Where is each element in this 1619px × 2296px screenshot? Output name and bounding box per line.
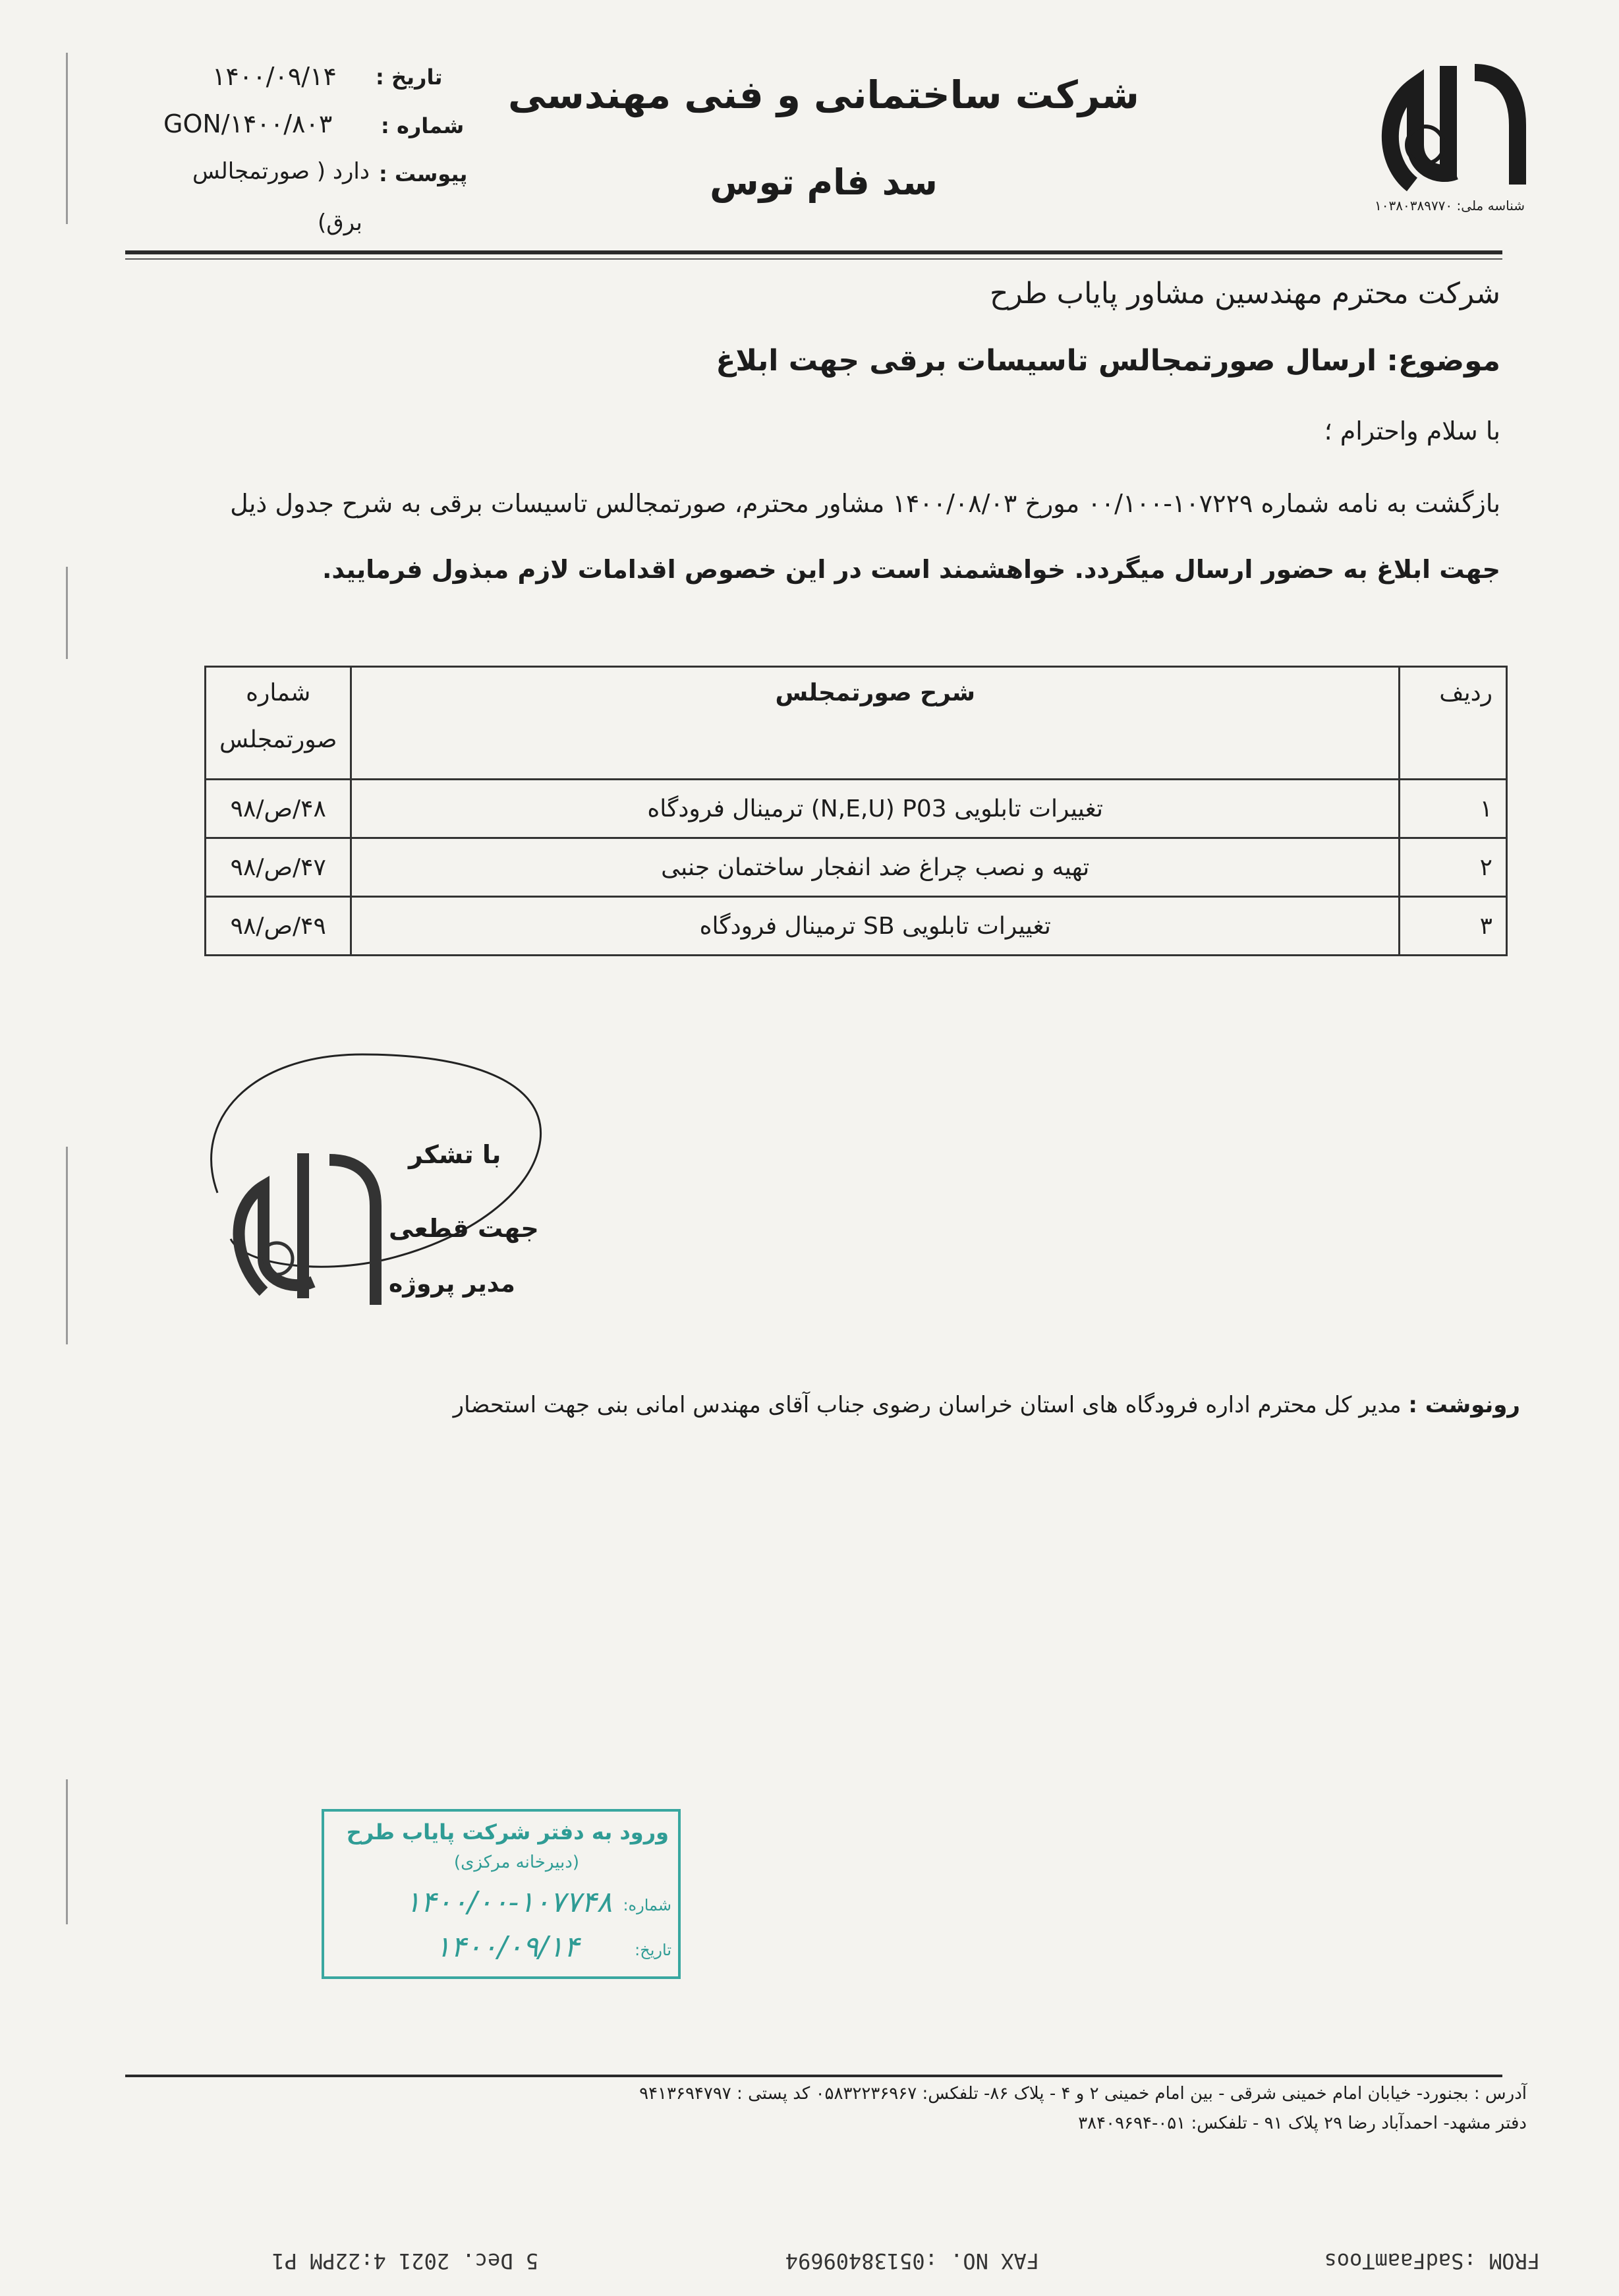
- fax-date: 5 Dec. 2021 4:22PM P1: [271, 2249, 538, 2274]
- signature-line2: جهت قطعی: [389, 1214, 539, 1243]
- company-logo: [1376, 46, 1534, 204]
- header-record-number-line1: شماره: [246, 679, 311, 706]
- subject: موضوع: ارسال صورتمجالس تاسیسات برقی جهت ابلاغ: [716, 344, 1500, 378]
- scan-edge-mark: [66, 1147, 68, 1344]
- stamp-number-label: شماره:: [623, 1896, 671, 1914]
- signature-block: [191, 1041, 573, 1351]
- row-record-number: ۴۹/ص/۹۸: [206, 897, 351, 956]
- footer-address-line2: دفتر مشهد- احمدآباد رضا ۲۹ پلاک ۹۱ - تلفکس: ۰۵۱-۳۸۴۰۹۶۹۴: [1078, 2113, 1527, 2133]
- row-description: تغییرات تابلویی N,E,U) P03) ترمینال فرودگاه: [351, 780, 1400, 838]
- greeting: با سلام واحترام ؛: [1324, 416, 1500, 445]
- cc-text: مدیر کل محترم اداره فرودگاه های استان خراسان رضوی جناب آقای مهندس امانی بنی جهت استحضار: [453, 1392, 1402, 1418]
- stamp-number-value: ۱۴۰۰/۰۰-۱۰۷۷۴۸: [405, 1885, 612, 1919]
- row-record-number: ۴۷/ص/۹۸: [206, 838, 351, 897]
- footer-address-line1: آدرس : بجنورد- خیابان امام خمینی شرقی - بین امام خمینی ۲ و ۴ - پلاک ۸۶- تلفکس: ۰۵۸۳۲۲۳۶۹۶۷ کد پستی : ۹۴۱۳۶۹۴۷۹۷: [639, 2084, 1527, 2104]
- cc-label: رونوشت :: [1408, 1392, 1520, 1418]
- signature-line3: مدیر پروژه: [389, 1271, 515, 1298]
- body-paragraph-line2: جهت ابلاغ به حضور ارسال میگردد. خواهشمند است در این خصوص اقدامات لازم مبذول فرمایید.: [322, 555, 1500, 584]
- signature-scribble: [191, 1041, 573, 1351]
- company-subname: سد فام توس: [710, 161, 938, 203]
- logo-caption: شناسه ملی: ۱۰۳۸۰۳۸۹۷۷۰: [1375, 198, 1525, 214]
- table-row: [206, 897, 1507, 956]
- stamp-title: ورود به دفتر شرکت پایاب طرح: [346, 1820, 669, 1845]
- row-number: ۳: [1400, 897, 1507, 956]
- stamp-date-label: تاریخ:: [635, 1941, 671, 1959]
- attachment-value-cont: برق): [318, 210, 362, 236]
- fax-from: FROM :SadFaamToos: [1324, 2249, 1540, 2274]
- row-number: ۱: [1400, 780, 1507, 838]
- row-number: ۲: [1400, 838, 1507, 897]
- recipient: شرکت محترم مهندسین مشاور پایاب طرح: [989, 277, 1500, 310]
- signature-line1: با تشکر: [409, 1140, 501, 1169]
- row-record-number: ۴۸/ص/۹۸: [206, 780, 351, 838]
- scan-edge-mark: [66, 567, 68, 659]
- stamp-subtitle: (دبیرخانه مرکزی): [453, 1852, 579, 1872]
- header-record-number-line2: صورتمجلس: [219, 726, 337, 753]
- table-row: [206, 780, 1507, 838]
- attachment-value: دارد ( صورتمجالس: [192, 158, 370, 185]
- scan-edge-mark: [66, 1779, 68, 1924]
- received-stamp: [322, 1809, 681, 1979]
- attachment-label: پیوست :: [379, 161, 468, 187]
- stamp-date-value: ۱۴۰۰/۰۹/۱۴: [435, 1930, 579, 1964]
- number-value: GON/۱۴۰۰/۸۰۳: [163, 109, 333, 138]
- fax-number: FAX NO. :05138409694: [785, 2249, 1039, 2274]
- table-row: [206, 838, 1507, 897]
- header-description: شرح صورتمجلس: [351, 667, 1400, 780]
- header-row-number: ردیف: [1400, 667, 1507, 780]
- fax-header: [0, 2241, 1619, 2280]
- number-label: شماره :: [381, 113, 465, 138]
- footer-divider: [125, 2075, 1502, 2077]
- scan-edge-mark: [66, 53, 68, 224]
- header-record-number: [206, 667, 351, 780]
- company-name: شرکت ساختمانی و فنی مهندسی: [508, 72, 1139, 117]
- row-description: تهیه و نصب چراغ ضد انفجار ساختمان جنبی: [351, 838, 1400, 897]
- records-table: [204, 666, 1508, 956]
- date-label: تاریخ :: [376, 65, 443, 90]
- row-description: تغییرات تابلویی SB ترمینال فرودگاه: [351, 897, 1400, 956]
- body-paragraph-line1: بازگشت به نامه شماره ۱۰۷۲۲۹-۰۰/۱۰۰ مورخ ۱۴۰۰/۰۸/۰۳ مشاور محترم، صورتمجالس تاسیسات برقی به شرح جدول ذیل: [230, 489, 1500, 518]
- date-value: ۱۴۰۰/۰۹/۱۴: [212, 62, 337, 91]
- cc-line: [453, 1392, 1520, 1418]
- header-divider-thin: [125, 258, 1502, 260]
- table-header-row: [206, 667, 1507, 780]
- header-divider: [125, 250, 1502, 254]
